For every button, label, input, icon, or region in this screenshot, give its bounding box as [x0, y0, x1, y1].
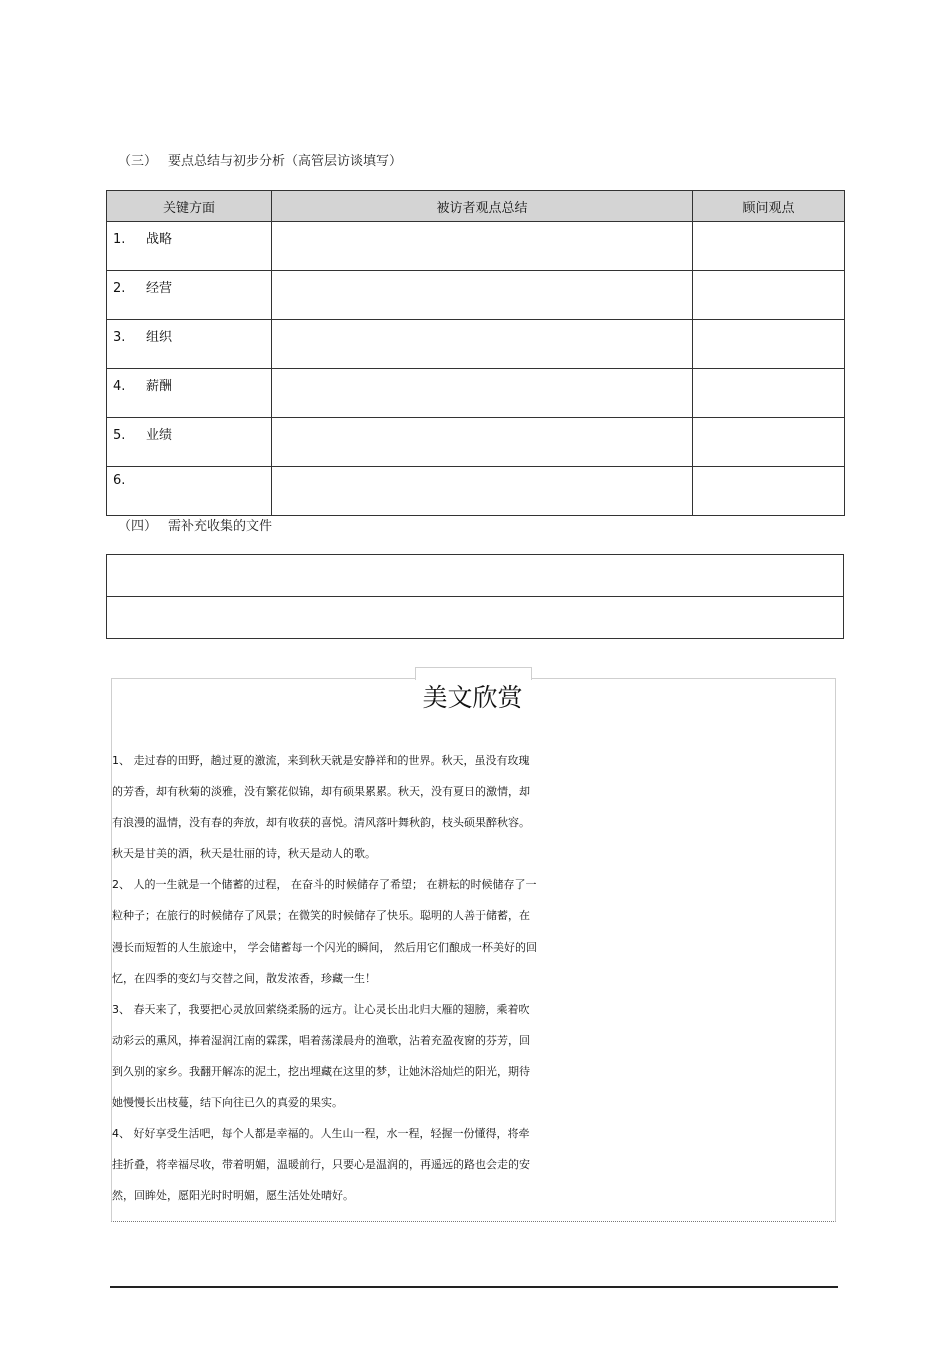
essay-line: 到久别的家乡。我翻开解冻的泥土，挖出埋藏在这里的梦，让她沐浴灿烂的阳光，期待 — [112, 1064, 530, 1078]
aspect-cell — [107, 418, 272, 467]
essay-line: 3、 春天来了，我要把心灵放回萦绕柔肠的远方。让心灵长出北归大雁的翅膀，乘着吹 — [112, 1002, 530, 1016]
aspect-label: 战略 — [146, 232, 173, 247]
essay-line: 1、 走过春的田野，趟过夏的激流，来到秋天就是安静祥和的世界。秋天，虽没有玫瑰 — [112, 754, 530, 767]
section-3-heading — [118, 150, 402, 169]
aspect-cell — [107, 467, 272, 516]
essay-line: 挂折叠，将幸福尽收，带着明媚，温暖前行，只要心是温润的，再遥远的路也会走的安 — [112, 1158, 530, 1172]
aspect-cell — [107, 271, 272, 320]
summary-table-header-row — [107, 191, 845, 222]
row-index: 4. — [113, 379, 126, 394]
essay-line: 的芳香，却有秋菊的淡雅，没有繁花似锦，却有硕果累累。秋天，没有夏日的激情，却 — [112, 785, 530, 799]
section-4-number: （四） — [118, 519, 158, 534]
essay-line: 然，回眸处，愿阳光时时明媚，愿生活处处晴好。 — [112, 1189, 354, 1203]
summary-cell[interactable] — [272, 222, 693, 271]
row-index: 6. — [113, 473, 126, 488]
document-cell[interactable] — [107, 597, 844, 639]
header-interviewee-summary: 被访者观点总结 — [272, 191, 693, 222]
section-4-heading — [118, 515, 272, 534]
header-key-aspect: 关键方面 — [107, 191, 272, 222]
essay-line: 秋天是甘美的酒，秋天是壮丽的诗，秋天是动人的歌。 — [112, 847, 376, 861]
section-3-number: （三） — [118, 154, 158, 169]
footer-divider — [110, 1286, 838, 1288]
aspect-cell — [107, 369, 272, 418]
table-row — [107, 369, 845, 418]
essay-line: 忆，在四季的变幻与交替之间，散发浓香，珍藏一生！ — [112, 971, 376, 985]
summary-cell[interactable] — [272, 467, 693, 516]
essay-line: 粒种子；在旅行的时候储存了风景；在微笑的时候储存了快乐。聪明的人善于储蓄，在 — [112, 909, 530, 923]
table-row — [107, 222, 845, 271]
advice-cell[interactable] — [693, 467, 845, 516]
section-4-title: 需补充收集的文件 — [168, 519, 273, 534]
table-row — [107, 271, 845, 320]
summary-cell[interactable] — [272, 320, 693, 369]
row-index: 3. — [113, 330, 126, 345]
advice-cell[interactable] — [693, 222, 845, 271]
table-row — [107, 320, 845, 369]
essay-line: 有浪漫的温情，没有春的奔放，却有收获的喜悦。清风落叶舞秋韵，枝头硕果醉秋容。 — [112, 816, 530, 830]
header-consultant-view: 顾问观点 — [693, 191, 845, 222]
row-index: 2. — [113, 281, 126, 296]
table-row — [107, 418, 845, 467]
aspect-label: 薪酬 — [146, 379, 173, 394]
advice-cell[interactable] — [693, 369, 845, 418]
advice-cell[interactable] — [693, 271, 845, 320]
aspect-cell — [107, 222, 272, 271]
summary-cell[interactable] — [272, 418, 693, 467]
essay-line: 动彩云的熏风，捧着湿润江南的霖霂，唱着荡漾晨舟的渔歌，沾着充盈夜窗的芬芳，回 — [112, 1033, 530, 1047]
advice-cell[interactable] — [693, 418, 845, 467]
table-row — [107, 555, 844, 597]
documents-table — [106, 554, 844, 639]
aspect-label: 经营 — [146, 281, 173, 296]
aspect-label: 组织 — [146, 330, 173, 345]
row-index: 1. — [113, 232, 126, 247]
summary-cell[interactable] — [272, 271, 693, 320]
section-3-title: 要点总结与初步分析（高管层访谈填写） — [168, 154, 403, 169]
essay-line: 漫长而短暂的人生旅途中， 学会储蓄每一个闪光的瞬间， 然后用它们酿成一杯美好的回 — [112, 940, 537, 954]
summary-cell[interactable] — [272, 369, 693, 418]
essay-line: 她慢慢长出枝蔓，结下向往已久的真爱的果实。 — [112, 1096, 343, 1110]
essay-line: 4、 好好享受生活吧，每个人都是幸福的。人生山一程，水一程，轻握一份懂得，将牵 — [112, 1127, 530, 1141]
table-row — [107, 597, 844, 639]
summary-table — [106, 190, 845, 516]
essay-title: 美文欣赏 — [422, 683, 523, 712]
aspect-cell — [107, 320, 272, 369]
advice-cell[interactable] — [693, 320, 845, 369]
table-row — [107, 467, 845, 516]
essay-body — [112, 745, 832, 1211]
aspect-label: 业绩 — [146, 428, 173, 443]
document-cell[interactable] — [107, 555, 844, 597]
row-index: 5. — [113, 428, 126, 443]
essay-line: 2、 人的一生就是一个储蓄的过程， 在奋斗的时候储存了希望； 在耕耘的时候储存了一 — [112, 878, 537, 892]
